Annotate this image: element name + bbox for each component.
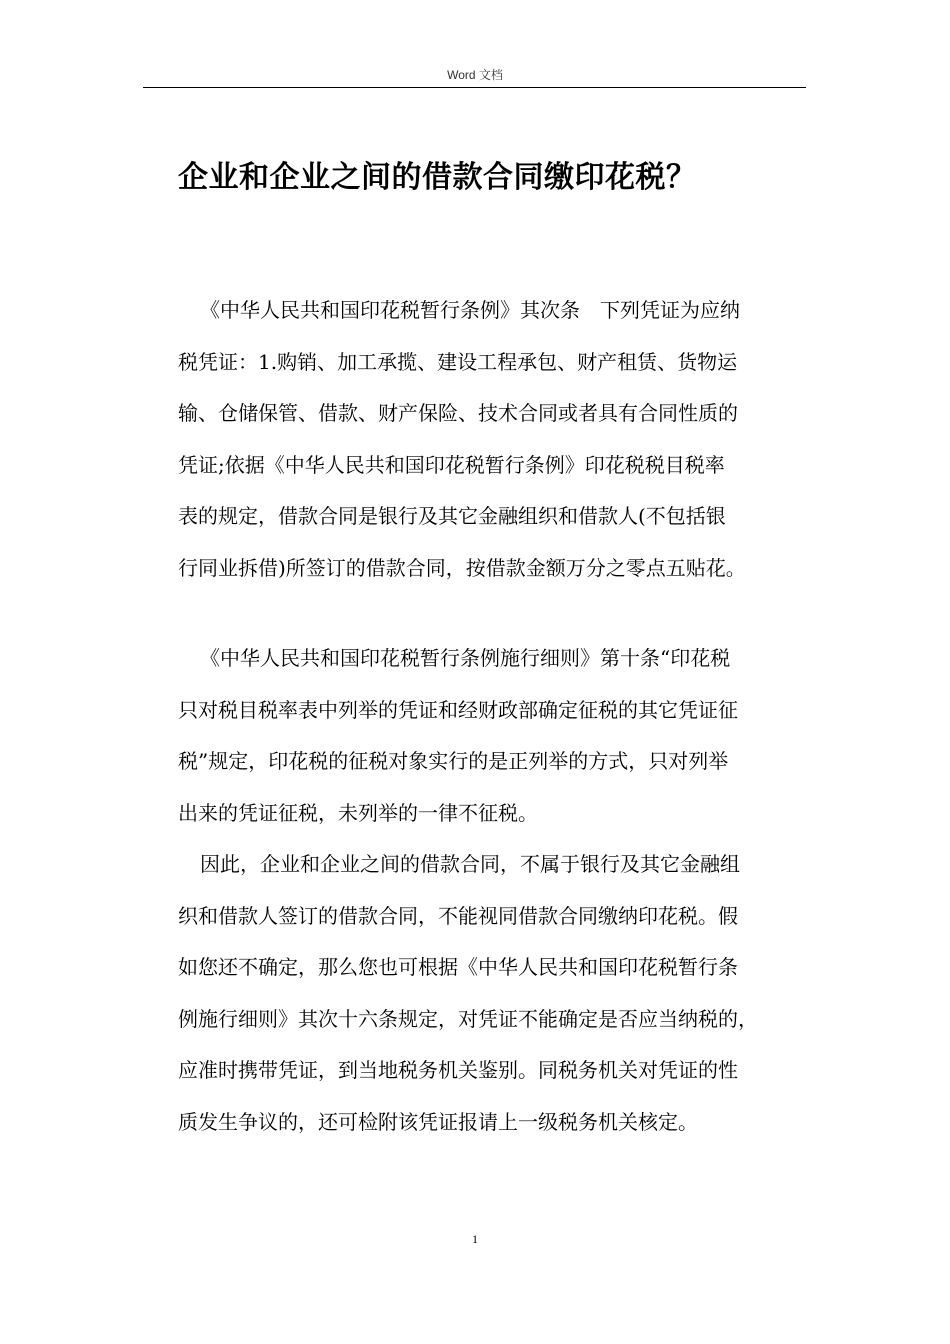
paragraph-2: [178, 633, 810, 839]
paragraph-line: 行同业拆借)所签订的借款合同，按借款金额万分之零点五贴花。: [178, 555, 746, 580]
paragraph-line: 应准时携带凭证，到当地税务机关鉴别。同税务机关对凭证的性: [178, 1058, 738, 1082]
paragraph-line: 税”规定，印花税的征税对象实行的是正列举的方式，只对列举: [178, 749, 729, 773]
paragraph-line: 因此，企业和企业之间的借款合同，不属于银行及其它金融组: [200, 852, 740, 876]
paragraph-line: 只对税目税率表中列举的凭证和经财政部确定征税的其它凭证征: [178, 697, 738, 722]
paragraph-line: 如您还不确定，那么您也可根据《中华人民共和国印花税暂行条: [178, 955, 738, 979]
paragraph-line: 质发生争议的，还可检附该凭证报请上一级税务机关核定。: [178, 1109, 698, 1134]
paragraph-line: 表的规定，借款合同是银行及其它金融组织和借款人(不包括银: [178, 504, 726, 528]
paragraph-line: 《中华人民共和国印花税暂行条例》其次条 下列凭证为应纳: [200, 298, 740, 322]
paragraph-line: 税凭证：1.购销、加工承揽、建设工程承包、财产租赁、货物运: [178, 349, 738, 374]
document-title: 企业和企业之间的借款合同缴印花税？: [178, 160, 697, 195]
paragraph-line: 凭证;依据《中华人民共和国印花税暂行条例》印花税税目税率: [178, 452, 725, 477]
paragraph-line: 出来的凭证征税，未列举的一律不征税。: [178, 800, 538, 825]
paragraph-1: [178, 285, 810, 594]
header-label: Word 文档: [447, 68, 503, 82]
header-rule: [143, 87, 806, 88]
paragraph-line: 输、仓储保管、借款、财产保险、技术合同或者具有合同性质的: [178, 401, 738, 425]
paragraph-line: 《中华人民共和国印花税暂行条例施行细则》第十条“印花税: [200, 646, 731, 670]
paragraph-line: 织和借款人签订的借款合同，不能视同借款合同缴纳印花税。假: [178, 903, 738, 928]
paragraph-line: 例施行细则》其次十六条规定，对凭证不能确定是否应当纳税的，: [178, 1006, 758, 1031]
page-number: 1: [472, 1232, 478, 1246]
paragraph-3: [178, 839, 810, 1148]
